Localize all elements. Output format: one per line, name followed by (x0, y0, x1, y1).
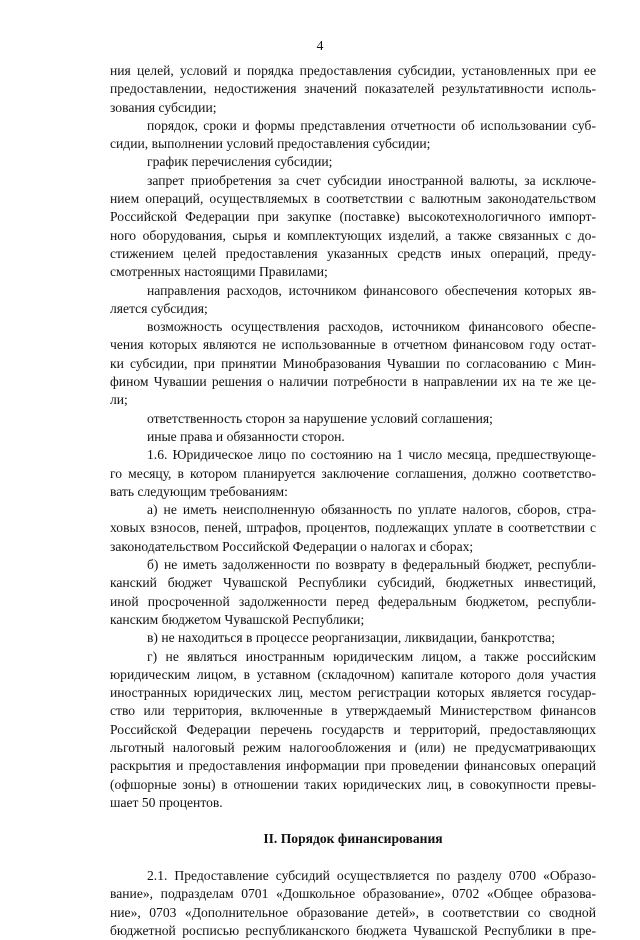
text-line: ния целей, условий и порядка предоставления субсидии, установленных при ее (110, 63, 596, 78)
text-line: нием операций, осуществляемых в соответствии с валютным законодательством (110, 191, 596, 207)
section-2-text (110, 867, 596, 940)
text-line: порядок, сроки и формы представления отчетности об использовании суб- (147, 117, 596, 133)
text-line: иной просроченной задолженности перед федеральным бюджетом, республи- (110, 593, 596, 609)
text-line: раскрытия и предоставления информации при проведении финансовых операций (110, 758, 596, 774)
text-line: го месяцу, в котором планируется заключение соглашения, должно соответство- (110, 465, 596, 481)
text-line: чения которых являются не использованные в отчетном финансовом году остат- (110, 337, 596, 353)
text-line: вание», подразделам 0701 «Дошкольное образование», 0702 «Общее образова- (110, 886, 596, 902)
text-line: сидии, выполнении условий предоставления субсидии; (110, 136, 431, 152)
text-line: 1.6. Юридическое лицо по состоянию на 1 число месяца, предшествующе- (147, 447, 596, 463)
text-line: ного оборудования, сырья и комплектующих изделий, а также связанных с до- (110, 227, 596, 243)
text-line: возможность осуществления расходов, источником финансового обеспе- (147, 319, 596, 335)
page-number: 4 (316, 38, 324, 53)
spacer (110, 849, 596, 867)
text-line: вать следующим требованиям: (110, 483, 288, 499)
text-line: 2.1. Предоставление субсидий осуществляется по разделу 0700 «Образо- (147, 868, 596, 884)
spacer (110, 812, 596, 830)
text-line: бюджетной росписью республиканского бюджета Чувашской Республики в пре- (110, 922, 596, 938)
text-line: ответственность сторон за нарушение условий соглашения; (147, 410, 493, 426)
text-line: Российской Федерации перечень государств и территорий, предоставляющих (110, 721, 596, 737)
text-line: ляется субсидия; (110, 300, 208, 316)
text-line: направления расходов, источником финансового обеспечения которых яв- (147, 282, 596, 298)
text-line: ство или территория, включенные в утверждаемый Министерством финансов (110, 703, 596, 719)
text-line: законодательством Российской Федерации о налогах и сборах; (110, 538, 474, 554)
text-line: канский бюджет Чувашской Республики субсидий, бюджетных инвестиций, (110, 575, 596, 591)
text-line: зования субсидии; (110, 99, 217, 115)
text-line: б) не иметь задолженности по возврату в федеральный бюджет, республи- (147, 557, 596, 573)
text-line: иностранных юридических лиц, местом регистрации которых является государ- (110, 685, 596, 701)
text-line: юридическим лицом, в уставном (складочном) капитале которого доля участия (110, 666, 596, 682)
text-line: ховых взносов, пеней, штрафов, процентов, подлежащих уплате в соответствии с (110, 520, 596, 536)
section-1-text (110, 62, 596, 812)
text-line: г) не являться иностранным юридическим лицом, а также российским (147, 648, 596, 664)
text-line: в) не находиться в процессе реорганизации, ликвидации, банкротства; (147, 630, 555, 646)
document-body (110, 62, 596, 940)
section-heading: II. Порядок финансирования (263, 831, 443, 847)
text-line: ние», 0703 «Дополнительное образование детей», в соответствии со сводной (110, 904, 596, 920)
text-line: стижением целей предоставления указанных средств иных операций, преду- (110, 245, 596, 261)
text-line: график перечисления субсидии; (147, 154, 333, 170)
text-line: шает 50 процентов. (110, 794, 223, 810)
text-line: ли; (110, 392, 128, 408)
text-line: иные права и обязанности сторон. (147, 428, 345, 444)
text-line: а) не иметь неисполненную обязанность по уплате налогов, сборов, стра- (147, 502, 596, 518)
text-line: фином Чувашии решения о наличии потребности в направлении их на те же це- (110, 374, 596, 390)
text-line: (офшорные зоны) в отношении таких юридических лиц, в совокупности превы- (110, 776, 596, 792)
text-line: Российской Федерации при закупке (поставке) высокотехнологичного импорт- (110, 209, 596, 225)
text-line: льготный налоговый режим налогообложения и (или) не предусматривающих (110, 739, 596, 755)
text-line: предоставлении, недостижения значений показателей результативности исполь- (110, 81, 596, 97)
text-line: ки субсидии, при принятии Минобразования Чувашии по согласованию с Мин- (110, 355, 596, 371)
text-line: смотренных настоящими Правилами; (110, 264, 328, 280)
text-line: канским бюджетом Чувашской Республики; (110, 611, 365, 627)
text-line: запрет приобретения за счет субсидии иностранной валюты, за исключе- (147, 172, 596, 188)
